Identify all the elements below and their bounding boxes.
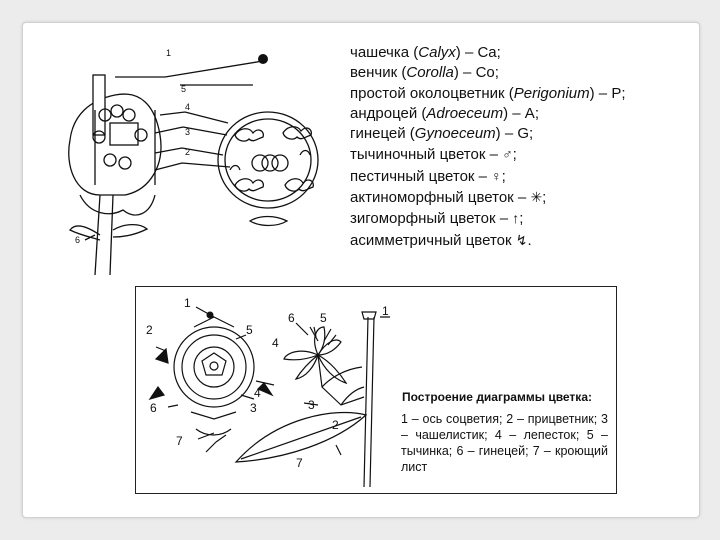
notation-zygomorphic: зигоморфный цветок – ↑; bbox=[350, 210, 524, 228]
bottom-label-6-right: 6 bbox=[288, 311, 295, 325]
notation-pistillate: пестичный цветок – ♀; bbox=[350, 167, 506, 185]
female-symbol-icon: ♀ bbox=[491, 167, 502, 184]
bottom-label-2-right: 2 bbox=[332, 418, 339, 432]
bottom-label-3-right: 3 bbox=[308, 398, 315, 412]
bottom-axis-dot bbox=[207, 312, 214, 319]
top-label-4: 4 bbox=[185, 102, 191, 112]
up-arrow-symbol-icon: ↑ bbox=[512, 210, 520, 227]
bottom-label-7-left: 7 bbox=[176, 434, 183, 448]
male-symbol-icon: ♂ bbox=[502, 146, 513, 163]
bottom-label-2-left: 2 bbox=[146, 323, 153, 337]
bottom-label-5-left: 5 bbox=[246, 323, 253, 337]
top-label-3: 3 bbox=[185, 127, 191, 137]
top-label-2: 2 bbox=[185, 147, 191, 157]
bottom-label-1-right: 1 bbox=[382, 304, 389, 318]
flower-formula-notation bbox=[350, 43, 690, 251]
zigzag-arrow-symbol-icon: ↯ bbox=[515, 231, 528, 248]
axis-dot bbox=[258, 54, 268, 64]
bottom-label-1-left: 1 bbox=[184, 296, 191, 310]
notation-staminate: тычиночный цветок – ♂; bbox=[350, 146, 517, 164]
bottom-label-4-left: 4 bbox=[254, 386, 261, 400]
bottom-label-5-right: 5 bbox=[320, 311, 327, 325]
top-label-1: 1 bbox=[166, 48, 172, 58]
flower-diagram-construction-figure bbox=[135, 286, 617, 494]
flower-diagram-top-figure bbox=[55, 45, 345, 275]
notation-calyx: чашечка (Calyx) – Ca; bbox=[350, 44, 501, 61]
caption-text: 1 – ось соцветия; 2 – прицветник; 3 – чашелистик; 4 – лепесток; 5 – тычинка; 6 – гинецей; 7 – кроющий лист bbox=[401, 412, 608, 474]
bottom-label-4-right: 4 bbox=[272, 336, 279, 350]
notation-perigonium: простой околоцветник (Perigonium) – P; bbox=[350, 84, 626, 102]
top-label-5: 5 bbox=[181, 84, 187, 94]
bottom-label-7-right: 7 bbox=[296, 456, 303, 470]
bottom-label-3-left: 3 bbox=[250, 401, 257, 415]
notation-actinomorphic: актиноморфный цветок – ✳; bbox=[350, 189, 547, 207]
top-label-6: 6 bbox=[75, 235, 81, 245]
notation-asymmetric: асимметричный цветок ↯. bbox=[350, 231, 532, 249]
notation-gynoeceum: гинецей (Gynoeceum) – G; bbox=[350, 125, 534, 143]
asterisk-symbol-icon: ✳ bbox=[530, 189, 543, 206]
notation-corolla: венчик (Corolla) – Co; bbox=[350, 64, 499, 82]
notation-androeceum: андроцей (Adroeceum) – A; bbox=[350, 104, 539, 122]
caption-title: Построение диаграммы цветка: bbox=[402, 390, 592, 404]
bottom-label-6-left: 6 bbox=[150, 401, 157, 415]
